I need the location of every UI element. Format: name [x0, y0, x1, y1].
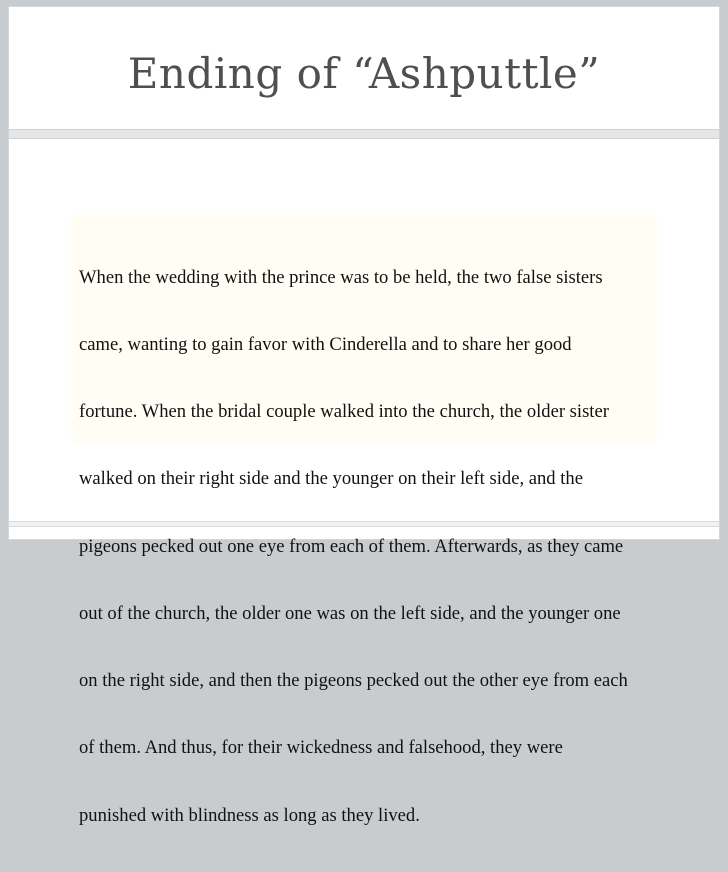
excerpt-line: of them. And thus, for their wickedness and falsehood, they were [79, 737, 563, 759]
slide [8, 6, 720, 826]
footer-divider [9, 521, 719, 527]
excerpt-line: out of the church, the older one was on the left side, and the younger one [79, 602, 621, 624]
slide-title: Ending of “Ashputtle” [127, 49, 601, 98]
excerpt-line: pigeons pecked out one eye from each of them. Afterwards, as they came [79, 535, 624, 557]
title-band [9, 7, 719, 127]
excerpt-line: When the wedding with the prince was to be held, the two false sisters [79, 266, 603, 288]
excerpt-line: walked on their right side and the younger on their left side, and the [79, 468, 583, 490]
excerpt-line: came, wanting to gain favor with Cinderella and to share her good [79, 334, 572, 356]
excerpt-line: fortune. When the bridal couple walked into the church, the older sister [79, 401, 609, 423]
excerpt-line: punished with blindness as long as they lived. [79, 804, 420, 826]
excerpt-text-box [71, 215, 657, 826]
title-divider [9, 129, 719, 139]
excerpt-line: on the right side, and then the pigeons pecked out the other eye from each [79, 670, 628, 692]
